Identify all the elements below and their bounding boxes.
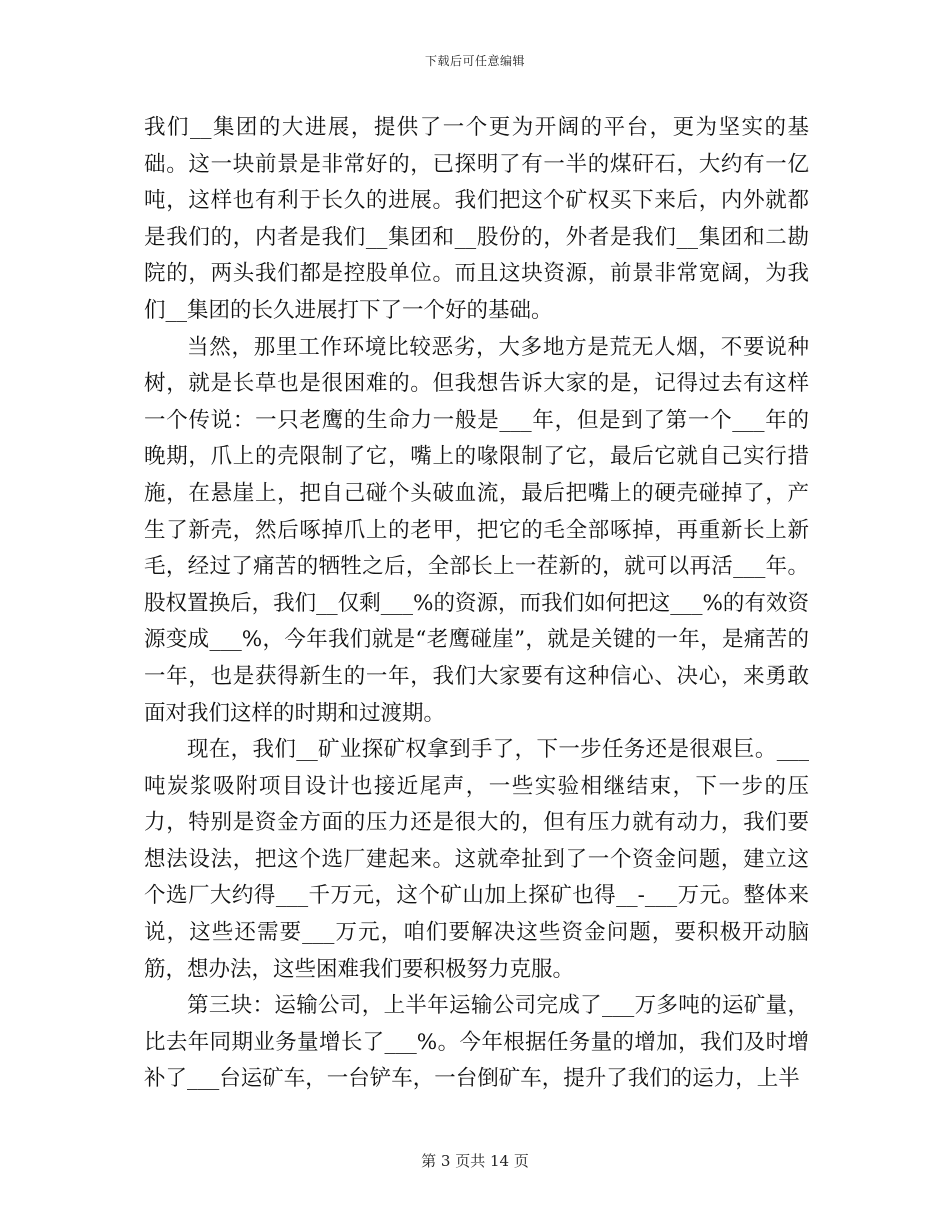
paragraph-1: 我们__集团的大进展，提供了一个更为开阔的平台，更为坚实的基础。这一块前景是非常好的，已探明了有一半的煤矸石，大约有一亿吨，这样也有利于长久的进展。我们把这个矿权买下来后，内外就都是我们的，内者是我们__集团和__股份的，外者是我们__集团和二勘院的，两头我们都是控股单位。而且这块资源，前景非常宽阔，为我们__集团的长久进展打下了一个好的基础。 <box>144 115 809 323</box>
paragraph-3: 现在，我们__矿业探矿权拿到手了，下一步任务还是很艰巨。___吨炭浆吸附项目设计也接近尾声，一些实验相继结束，下一步的压力，特别是资金方面的压力还是很大的，但有压力就有动力，我们要想法设法，把这个选厂建起来。这就牵扯到了一个资金问题，建立这个选厂大约得___千万元，这个矿山加上探矿也得__-___万元。整体来说，这些还需要___万元，咱们要解决这些资金问题，要积极开动脑筋，想办法，这些困难我们要积极努力克服。 <box>144 737 809 982</box>
paragraph-2: 当然，那里工作环境比较恶劣，大多地方是荒无人烟，不要说种树，就是长草也是很困难的。但我想告诉大家的是，记得过去有这样一个传说：一只老鹰的生命力一般是___年，但是到了第一个___年的晚期，爪上的壳限制了它，嘴上的喙限制了它，最后它就自己实行措施，在悬崖上，把自己碰个头破血流，最后把嘴上的硬壳碰掉了，产生了新壳，然后啄掉爪上的老甲，把它的毛全部啄掉，再重新长上新毛，经过了痛苦的牺牲之后，全部长上一茬新的，就可以再活___年。股权置换后，我们__仅剩___%的资源，而我们如何把这___%的有效资源变成___%，今年我们就是“老鹰碰崖”，就是关键的一年，是痛苦的一年，也是获得新生的一年，我们大家要有这种信心、决心，来勇敢面对我们这样的时期和过渡期。 <box>144 334 809 726</box>
document-body <box>144 110 809 1098</box>
paragraph-4: 第三块：运输公司，上半年运输公司完成了___万多吨的运矿量，比去年同期业务量增长了___%。今年根据任务量的增加，我们及时增补了___台运矿车，一台铲车，一台倒矿车，提升了我们的运力，上半 <box>144 993 809 1092</box>
page-header: 下载后可任意编辑 <box>424 54 525 68</box>
page-footer: 第 3 页共 14 页 <box>421 1152 529 1170</box>
